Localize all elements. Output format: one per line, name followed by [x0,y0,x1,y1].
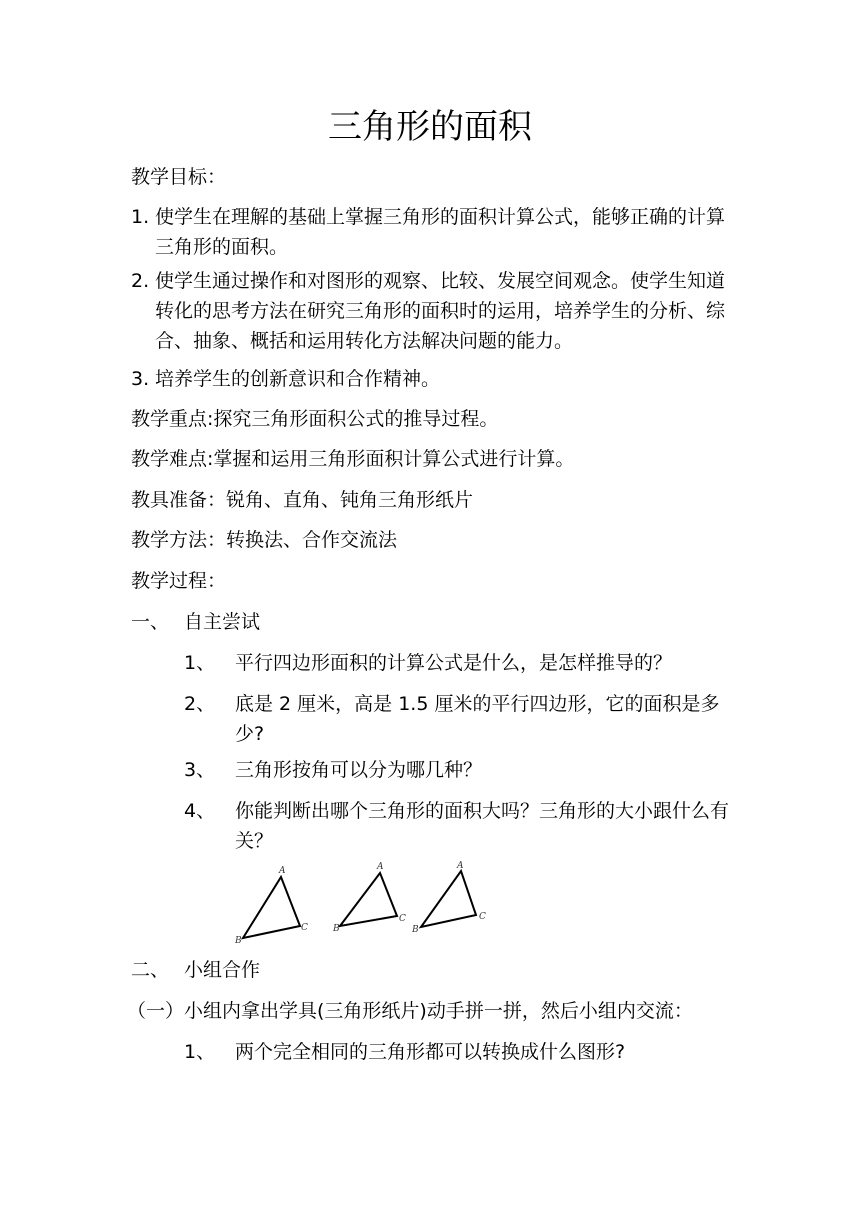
difficulty: 教学难点:掌握和运用三角形面积计算公式进行计算。 [131,448,575,470]
vertex-b-label: B [235,936,242,946]
triangle-1 [234,866,308,946]
vertex-b-label: B [333,924,340,934]
vertex-c-label: C [399,914,406,924]
section-title: 小组合作 [184,959,261,981]
section-title: 自主尝试 [184,611,261,633]
objective-text: 使学生通过操作和对图形的观察、比较、发展空间观念。使学生知道转化的思考方法在研究三角形的面积时的运用，培养学生的分析、综合、抽象、概括和运用转化方法解决问题的能力。 [155,270,726,352]
question-text: 你能判断出哪个三角形的面积大吗？三角形的大小跟什么有关？ [235,800,730,852]
process-heading: 教学过程： [131,570,227,592]
section-number: 一、 [131,611,170,633]
subsection-heading: （一）小组内拿出学具(三角形纸片)动手拼一拼，然后小组内交流： [127,1000,693,1022]
question-number: 1、 [184,652,216,674]
question-number: 4、 [184,800,216,822]
section-number: 二、 [131,959,170,981]
triangle-2 [332,862,406,934]
objectives-heading: 教学目标： [131,166,227,188]
vertex-a-label: A [377,862,384,872]
key-point: 教学重点:探究三角形面积公式的推导过程。 [131,408,499,430]
objective-number: 2. [131,270,150,292]
question-text: 三角形按角可以分为哪几种？ [235,759,483,781]
vertex-b-label: B [412,925,419,935]
vertex-c-label: C [301,923,308,933]
question-number: 1、 [184,1041,216,1063]
vertex-c-label: C [479,912,486,922]
triangles-figure [225,858,505,948]
teaching-tools: 教具准备：锐角、直角、钝角三角形纸片 [131,489,474,511]
page-title: 三角形的面积 [328,107,532,147]
objective-text: 培养学生的创新意识和合作精神。 [155,368,441,390]
triangle-3 [411,861,486,935]
vertex-a-label: A [457,861,464,871]
objective-text: 使学生在理解的基础上掌握三角形的面积计算公式，能够正确的计算三角形的面积。 [155,206,726,258]
question-number: 3、 [184,759,216,781]
question-number: 2、 [184,693,216,715]
question-text: 两个完全相同的三角形都可以转换成什么图形? [235,1041,626,1063]
objective-number: 3. [131,368,150,390]
objective-number: 1. [131,206,150,228]
teaching-methods: 教学方法：转换法、合作交流法 [131,529,398,551]
question-text: 平行四边形面积的计算公式是什么，是怎样推导的？ [235,652,673,674]
vertex-a-label: A [279,866,286,876]
question-text: 底是 2 厘米，高是 1.5 厘米的平行四边形，它的面积是多少? [235,693,720,745]
